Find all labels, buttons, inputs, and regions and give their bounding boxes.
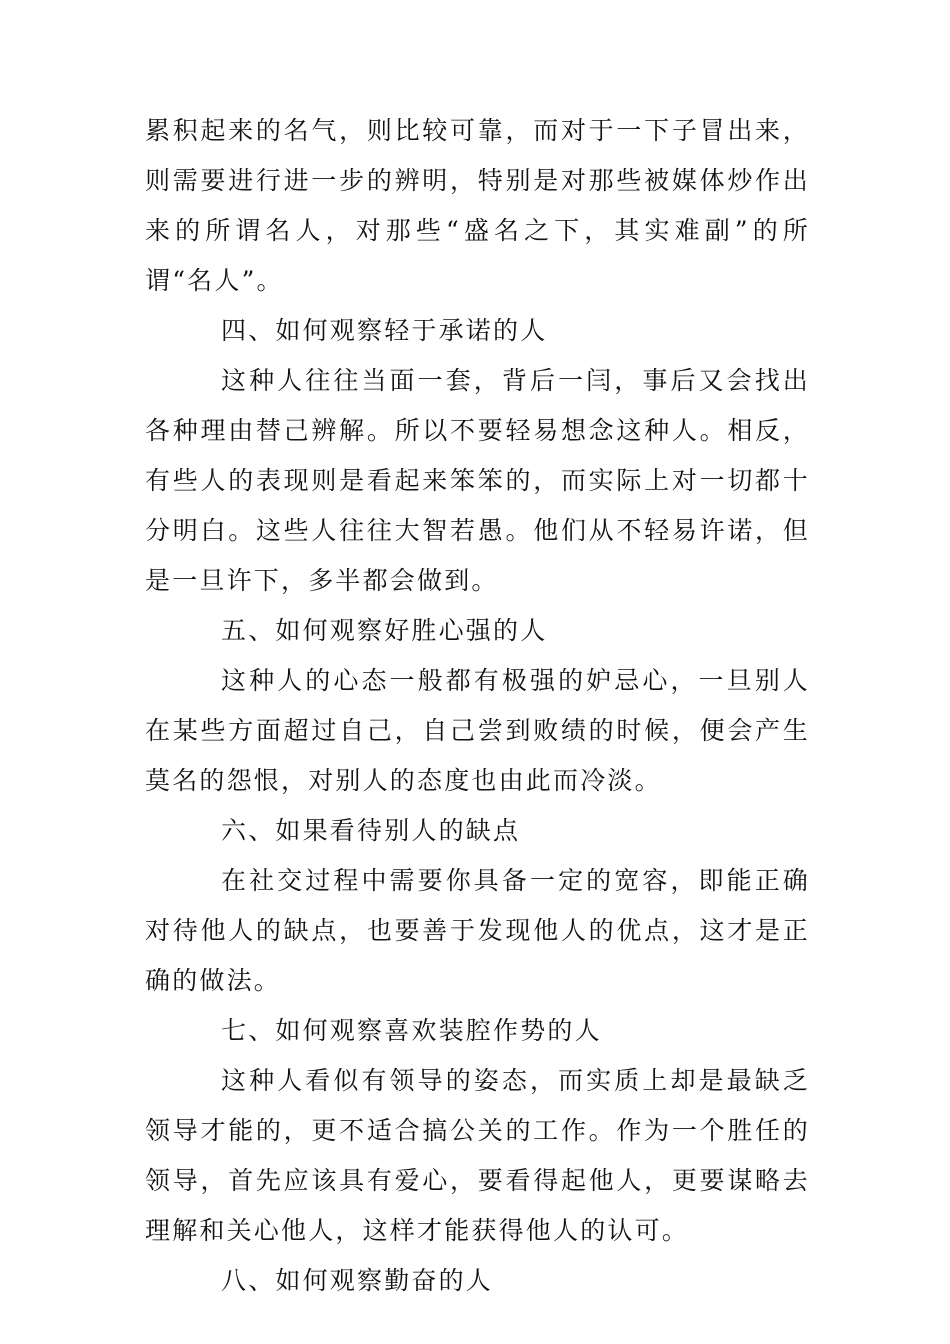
section-heading-7: 七、如何观察喜欢装腔作势的人 <box>221 1016 602 1045</box>
paragraph: 这种人的心态一般都有极强的妒忌心，一旦别人在某些方面超过自己，自己尝到败绩的时候，便会产生莫名的怨恨，对别人的态度也由此而冷淡。 <box>145 666 810 795</box>
paragraph-continuation: 累积起来的名气，则比较可靠，而对于一下子冒出来，则需要进行进一步的辨明，特别是对那些被媒体炒作出来的所谓名人，对那些“盛名之下，其实难副”的所谓“名人”。 <box>145 116 810 295</box>
paragraph: 这种人往往当面一套，背后一闫，事后又会找出各种理由替己辨解。所以不要轻易想念这种人。相反，有些人的表现则是看起来笨笨的，而实际上对一切都十分明白。这些人往往大智若愚。他们从不轻易许诺，但是一旦许下，多半都会做到。 <box>145 366 810 595</box>
section-heading-4: 四、如何观察轻于承诺的人 <box>221 316 548 345</box>
document-body <box>145 106 810 1306</box>
section-heading-5: 五、如何观察好胜心强的人 <box>221 616 548 645</box>
section-heading-6: 六、如果看待别人的缺点 <box>221 816 521 845</box>
paragraph: 这种人看似有领导的姿态，而实质上却是最缺乏领导才能的，更不适合搞公关的工作。作为一个胜任的领导，首先应该具有爱心，要看得起他人，更要谋略去理解和关心他人，这样才能获得他人的认可。 <box>145 1066 810 1245</box>
section-heading-8: 八、如何观察勤奋的人 <box>221 1266 494 1295</box>
paragraph: 在社交过程中需要你具备一定的宽容，即能正确对待他人的缺点，也要善于发现他人的优点，这才是正确的做法。 <box>145 866 810 995</box>
